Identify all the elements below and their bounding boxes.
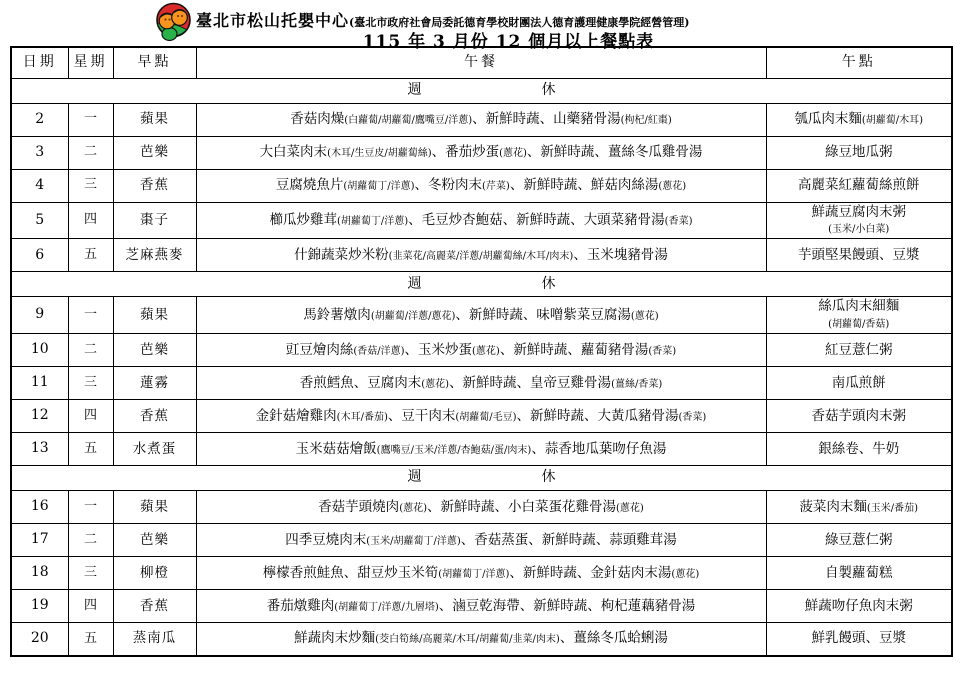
lunch-cell: 四季豆燒肉末(玉米/胡蘿蔔丁/洋蔥)、香菇蒸蛋、新鮮時蔬、蒜頭雞茸湯 xyxy=(196,524,766,557)
date-cell: 10 xyxy=(11,334,68,367)
breakfast-cell: 芝麻燕麥 xyxy=(113,239,196,272)
weekday-cell: 五 xyxy=(68,239,113,272)
weekday-cell: 一 xyxy=(68,491,113,524)
menu-day-row xyxy=(11,297,952,334)
snack-cell: 香菇芋頭肉末粥 xyxy=(766,400,952,433)
menu-day-row xyxy=(11,623,952,656)
weekday-cell: 三 xyxy=(68,367,113,400)
org-name: 臺北市松山托嬰中心 xyxy=(196,11,350,30)
week-break-cell xyxy=(11,78,952,103)
breakfast-cell: 香蕉 xyxy=(113,590,196,623)
menu-table-body xyxy=(11,78,952,656)
date-cell: 6 xyxy=(11,239,68,272)
menu-day-row xyxy=(11,136,952,169)
breakfast-cell: 芭樂 xyxy=(113,136,196,169)
menu-day-row xyxy=(11,169,952,202)
breakfast-cell: 蘋果 xyxy=(113,103,196,136)
lunch-cell: 大白菜肉末(木耳/生豆皮/胡蘿蔔絲)、番茄炒蛋(蔥花)、新鮮時蔬、薑絲冬瓜雞骨湯 xyxy=(196,136,766,169)
snack-cell: 芋頭堅果饅頭、豆漿 xyxy=(766,239,952,272)
snack-cell: 紅豆薏仁粥 xyxy=(766,334,952,367)
breakfast-cell: 蓮霧 xyxy=(113,367,196,400)
date-cell: 2 xyxy=(11,103,68,136)
breakfast-cell: 香蕉 xyxy=(113,169,196,202)
snack-cell: 鮮蔬豆腐肉末粥 (玉米/小白菜) xyxy=(766,202,952,239)
week-break-label-2: 休 xyxy=(541,469,556,486)
weekday-cell: 四 xyxy=(68,202,113,239)
menu-day-row xyxy=(11,590,952,623)
lunch-cell: 檸檬香煎鮭魚、甜豆炒玉米筍(胡蘿蔔丁/洋蔥)、新鮮時蔬、金針菇肉末湯(蔥花) xyxy=(196,557,766,590)
weekday-cell: 四 xyxy=(68,590,113,623)
menu-day-row xyxy=(11,334,952,367)
weekday-cell: 一 xyxy=(68,297,113,334)
weekday-cell: 三 xyxy=(68,557,113,590)
column-header-afternoon-snack: 午點 xyxy=(766,47,952,78)
breakfast-cell: 芭樂 xyxy=(113,524,196,557)
breakfast-cell: 水煮蛋 xyxy=(113,433,196,466)
org-subtitle: (臺北市政府社會局委託德育學校財團法人德育護理健康學院經營管理) xyxy=(349,16,690,29)
column-header-lunch: 午餐 xyxy=(196,47,766,78)
menu-table xyxy=(10,46,953,657)
page-header xyxy=(0,0,971,52)
week-break-label-2: 休 xyxy=(541,81,556,98)
week-break-row xyxy=(11,466,952,491)
menu-day-row xyxy=(11,557,952,590)
menu-day-row xyxy=(11,202,952,239)
weekday-cell: 二 xyxy=(68,524,113,557)
snack-cell: 鮮蔬吻仔魚肉末粥 xyxy=(766,590,952,623)
menu-day-row xyxy=(11,400,952,433)
date-cell: 11 xyxy=(11,367,68,400)
breakfast-cell: 蘋果 xyxy=(113,297,196,334)
snack-cell: 絲瓜肉末細麵 (胡蘿蔔/香菇) xyxy=(766,297,952,334)
weekday-cell: 五 xyxy=(68,623,113,656)
snack-cell: 瓠瓜肉末麵(胡蘿蔔/木耳) xyxy=(766,103,952,136)
breakfast-cell: 芭樂 xyxy=(113,334,196,367)
weekday-cell: 二 xyxy=(68,136,113,169)
date-cell: 3 xyxy=(11,136,68,169)
breakfast-cell: 蘋果 xyxy=(113,491,196,524)
weekday-cell: 五 xyxy=(68,433,113,466)
lunch-cell: 馬鈴薯燉肉(胡蘿蔔/洋蔥/蔥花)、新鮮時蔬、味噌紫菜豆腐湯(蔥花) xyxy=(196,297,766,334)
date-cell: 19 xyxy=(11,590,68,623)
week-break-cell xyxy=(11,272,952,297)
date-cell: 16 xyxy=(11,491,68,524)
lunch-cell: 櫛瓜炒雞茸(胡蘿蔔丁/洋蔥)、毛豆炒杏鮑菇、新鮮時蔬、大頭菜豬骨湯(香菜) xyxy=(196,202,766,239)
lunch-cell: 什錦蔬菜炒米粉(韭菜花/高麗菜/洋蔥/胡蘿蔔絲/木耳/肉末)、玉米塊豬骨湯 xyxy=(196,239,766,272)
column-header-date: 日期 xyxy=(11,47,68,78)
lunch-cell: 香煎鱈魚、豆腐肉末(蔥花)、新鮮時蔬、皇帝豆雞骨湯(薑絲/香菜) xyxy=(196,367,766,400)
weekday-cell: 四 xyxy=(68,400,113,433)
snack-cell: 自製蘿蔔糕 xyxy=(766,557,952,590)
snack-cell: 菠菜肉末麵(玉米/番茄) xyxy=(766,491,952,524)
snack-cell: 綠豆地瓜粥 xyxy=(766,136,952,169)
date-cell: 18 xyxy=(11,557,68,590)
lunch-cell: 玉米菇菇燴飯(鷹嘴豆/玉米/洋蔥/杏鮑菇/蛋/肉末)、蒜香地瓜葉吻仔魚湯 xyxy=(196,433,766,466)
date-cell: 12 xyxy=(11,400,68,433)
column-header-breakfast: 早點 xyxy=(113,47,196,78)
lunch-cell: 豆腐燒魚片(胡蘿蔔丁/洋蔥)、冬粉肉末(芹菜)、新鮮時蔬、鮮菇肉絲湯(蔥花) xyxy=(196,169,766,202)
menu-day-row xyxy=(11,433,952,466)
menu-day-row xyxy=(11,524,952,557)
date-cell: 4 xyxy=(11,169,68,202)
breakfast-cell: 柳橙 xyxy=(113,557,196,590)
lunch-cell: 豇豆燴肉絲(香菇/洋蔥)、玉米炒蛋(蔥花)、新鮮時蔬、蘿蔔豬骨湯(香菜) xyxy=(196,334,766,367)
snack-cell: 南瓜煎餅 xyxy=(766,367,952,400)
menu-day-row xyxy=(11,103,952,136)
snack-cell: 綠豆薏仁粥 xyxy=(766,524,952,557)
snack-cell: 鮮乳饅頭、豆漿 xyxy=(766,623,952,656)
date-cell: 20 xyxy=(11,623,68,656)
weekday-cell: 一 xyxy=(68,103,113,136)
week-break-row xyxy=(11,78,952,103)
week-break-label-1: 週 xyxy=(407,469,422,486)
column-header-weekday: 星期 xyxy=(68,47,113,78)
breakfast-cell: 蒸南瓜 xyxy=(113,623,196,656)
menu-day-row xyxy=(11,491,952,524)
date-cell: 9 xyxy=(11,297,68,334)
menu-day-row xyxy=(11,239,952,272)
week-break-row xyxy=(11,272,952,297)
week-break-label-1: 週 xyxy=(407,275,422,292)
date-cell: 17 xyxy=(11,524,68,557)
breakfast-cell: 棗子 xyxy=(113,202,196,239)
snack-cell: 銀絲卷、牛奶 xyxy=(766,433,952,466)
menu-day-row xyxy=(11,367,952,400)
weekday-cell: 二 xyxy=(68,334,113,367)
snack-cell: 高麗菜紅蘿蔔絲煎餅 xyxy=(766,169,952,202)
week-break-label-2: 休 xyxy=(541,275,556,292)
weekday-cell: 三 xyxy=(68,169,113,202)
lunch-cell: 鮮蔬肉末炒麵(茭白筍絲/高麗菜/木耳/胡蘿蔔/韭菜/肉末)、薑絲冬瓜蛤蜊湯 xyxy=(196,623,766,656)
page-title: 115 年 3 月份 12 個月以上餐點表 xyxy=(362,32,655,52)
lunch-cell: 番茄燉雞肉(胡蘿蔔丁/洋蔥/九層塔)、滷豆乾海帶、新鮮時蔬、枸杞蓮藕豬骨湯 xyxy=(196,590,766,623)
date-cell: 5 xyxy=(11,202,68,239)
week-break-label-1: 週 xyxy=(407,81,422,98)
lunch-cell: 金針菇燴雞肉(木耳/番茄)、豆干肉末(胡蘿蔔/毛豆)、新鮮時蔬、大黃瓜豬骨湯(香菜) xyxy=(196,400,766,433)
lunch-cell: 香菇芋頭燒肉(蔥花)、新鮮時蔬、小白菜蛋花雞骨湯(蔥花) xyxy=(196,491,766,524)
breakfast-cell: 香蕉 xyxy=(113,400,196,433)
lunch-cell: 香菇肉燥(白蘿蔔/胡蘿蔔/鷹嘴豆/洋蔥)、新鮮時蔬、山藥豬骨湯(枸杞/紅棗) xyxy=(196,103,766,136)
date-cell: 13 xyxy=(11,433,68,466)
week-break-cell xyxy=(11,466,952,491)
